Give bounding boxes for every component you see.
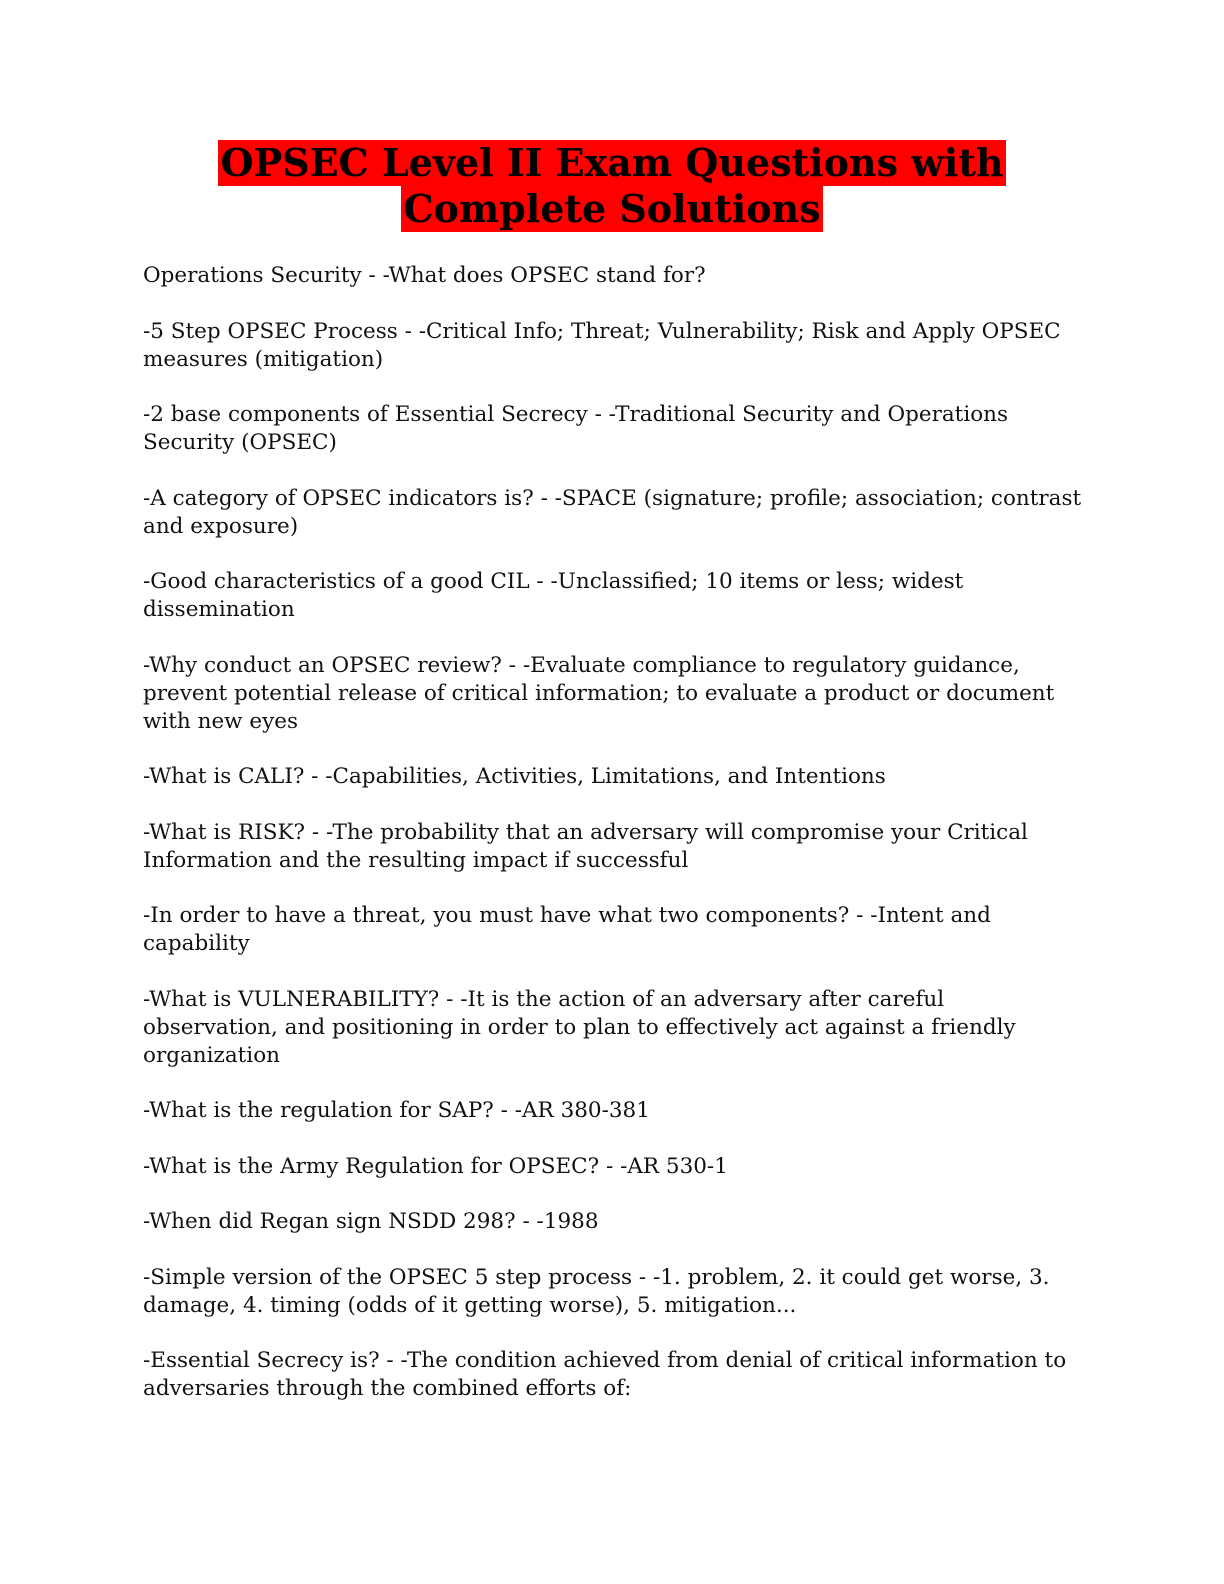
qa-item: -Why conduct an OPSEC review? - -Evaluate compliance to regulatory guidance, prevent potential release of critical information; to evaluate a product or document with new eyes	[143, 652, 1055, 734]
qa-item: -A category of OPSEC indicators is? - -SPACE (signature; profile; association; contrast and exposure)	[143, 485, 1082, 539]
qa-item: -In order to have a threat, you must have what two components? - -Intent and capability	[143, 903, 991, 956]
qa-item: -What is CALI? - -Capabilities, Activities, Limitations, and Intentions	[143, 764, 886, 789]
qa-item: -What is the regulation for SAP? - -AR 380-381	[143, 1098, 650, 1123]
qa-item: -Good characteristics of a good CIL - -Unclassified; 10 items or less; widest dissemination	[143, 569, 964, 622]
qa-item: -What is VULNERABILITY? - -It is the action of an adversary after careful observation, and positioning in order to plan to effectively act against a friendly organization	[143, 986, 1016, 1068]
qa-item: -Simple version of the OPSEC 5 step process - -1. problem, 2. it could get worse, 3. damage, 4. timing (odds of it getting worse), 5. mitigation...	[143, 1264, 1050, 1318]
qa-item: -2 base components of Essential Secrecy - -Traditional Security and Operations Security (OPSEC)	[143, 402, 1009, 455]
qa-item: -Essential Secrecy is? - -The condition achieved from denial of critical information to adversaries through the combined efforts of:	[143, 1348, 1067, 1401]
qa-list	[143, 262, 1083, 1431]
document-title	[0, 140, 1224, 232]
qa-item: -What is the Army Regulation for OPSEC? - -AR 530-1	[143, 1153, 728, 1179]
qa-item: -5 Step OPSEC Process - -Critical Info; Threat; Vulnerability; Risk and Apply OPSEC measures (mitigation)	[143, 318, 1061, 372]
qa-item: Operations Security - -What does OPSEC stand for?	[143, 263, 706, 288]
qa-item: -When did Regan sign NSDD 298? - -1988	[143, 1209, 599, 1234]
title-line-1: OPSEC Level II Exam Questions with	[220, 140, 1004, 185]
qa-item: -What is RISK? - -The probability that an adversary will compromise your Critical Information and the resulting impact if successful	[143, 819, 1028, 873]
title-line-2: Complete Solutions	[403, 186, 821, 231]
